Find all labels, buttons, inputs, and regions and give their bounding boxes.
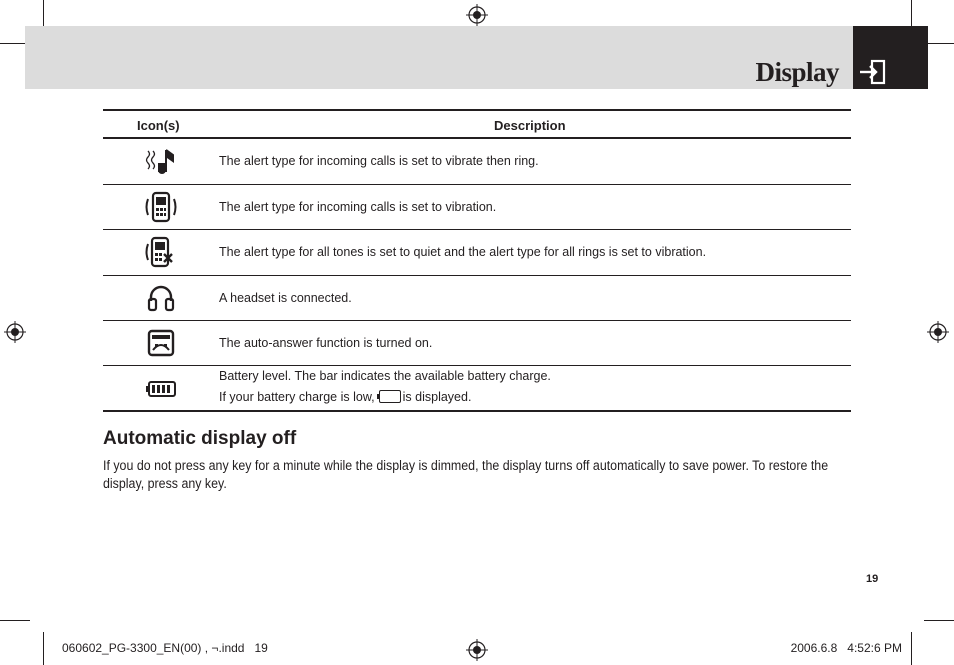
table-header-row [103, 109, 851, 139]
row-description: The auto-answer function is turned on. [219, 336, 433, 350]
registration-mark-icon [4, 321, 26, 343]
row-description: The alert type for all tones is set to quiet and the alert type for all rings is set to vibration. [219, 245, 707, 259]
crop-mark [43, 632, 44, 665]
crop-mark [924, 43, 954, 44]
column-header-description: Description [494, 118, 566, 133]
crop-mark [0, 620, 30, 621]
quiet-vibration-icon [141, 235, 181, 269]
page-number: 19 [866, 573, 879, 585]
column-header-icons: Icon(s) [137, 118, 180, 133]
low-battery-text-post: is displayed. [402, 390, 472, 404]
enter-arrow-icon [858, 58, 888, 86]
page-title: Display [755, 57, 839, 87]
battery-icon [141, 372, 181, 406]
row-description: The alert type for incoming calls is set to vibrate then ring. [219, 154, 539, 168]
registration-mark-icon [466, 4, 488, 26]
vibrate-then-ring-icon [141, 144, 181, 178]
table-row [103, 366, 851, 412]
row-description: Battery level. The bar indicates the available battery charge. [219, 369, 551, 383]
table-row [103, 185, 851, 230]
table-row [103, 321, 851, 366]
crop-mark [924, 620, 954, 621]
row-description: The alert type for incoming calls is set to vibration. [219, 200, 497, 214]
section-heading: Automatic display off [103, 428, 297, 449]
table-row [103, 139, 851, 185]
low-battery-text-pre: If your battery charge is low, [219, 390, 375, 404]
auto-answer-icon [141, 326, 181, 360]
empty-battery-icon [379, 390, 401, 403]
section-body: If you do not press any key for a minute while the display is dimmed, the display turns off automatically to save power. To restore the display, press any key. [103, 458, 829, 491]
row-description-second-line [219, 390, 471, 404]
slug-file-name: 060602_PG-3300_EN(00) , ¬.indd 19 [62, 641, 268, 655]
table-row [103, 230, 851, 276]
headset-icon [141, 281, 181, 315]
header-band [25, 26, 853, 89]
table-row [103, 276, 851, 321]
row-description: A headset is connected. [219, 291, 352, 305]
crop-mark [911, 632, 912, 665]
registration-mark-icon [927, 321, 949, 343]
registration-mark-icon [466, 639, 488, 661]
vibration-icon [141, 190, 181, 224]
slug-timestamp: 2006.6.8 4:52:6 PM [790, 641, 902, 655]
